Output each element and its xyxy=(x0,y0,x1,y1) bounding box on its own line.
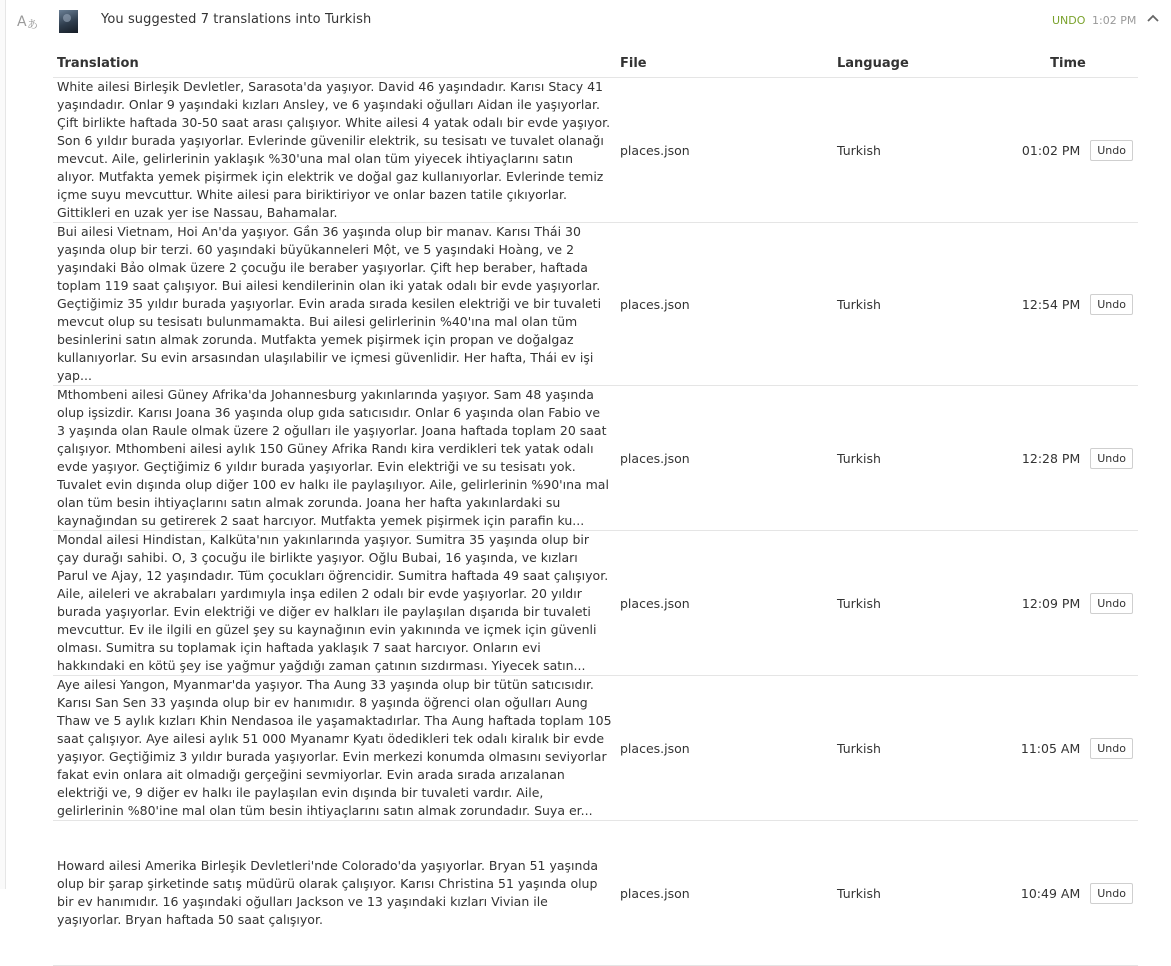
row-time: 01:02 PM xyxy=(1021,142,1081,158)
table-row xyxy=(53,676,1138,821)
language-name: Turkish xyxy=(833,821,998,966)
column-header-time: Time xyxy=(998,50,1138,78)
file-name: places.json xyxy=(616,223,833,386)
time-cell xyxy=(998,78,1138,223)
time-cell xyxy=(998,821,1138,966)
row-time: 12:09 PM xyxy=(1021,595,1081,611)
translation-text: Bui ailesi Vietnam, Hoi An'da yaşıyor. Gần 36 yaşında olup bir manav. Karısı Thái 30 yaşında olup bir terzi. 60 yaşındaki büyükanneleri Một, ve 5 yaşındaki Hoàng, ve 2 yaşındaki Bảo olmak üzere 2 çocuğu ile beraber yaşıyorlar. Çift hep beraber, haftada toplam 119 saat çalışıyor. Bui ailesi kendilerinin olan iki yatak odalı bir evde yaşıyorlar. Geçtiğimiz 35 yıldır burada yaşıyorlar. Evin arada sırada kesilen elektriği ve bir tuvaleti mevcut olup su tesisatı bulunmamakta. Bui ailesi gelirlerinin %40'ına mal olan tüm besinlerini satın almak zorunda. Mutfakta yemek pişirmek için propan ve doğalgaz kullanıyorlar. Su evin arsasından ulaşılabilir ve içmesi güvenlidir. Her hafta, Thái ev işi yap... xyxy=(53,223,616,386)
file-name: places.json xyxy=(616,78,833,223)
table-row xyxy=(53,78,1138,223)
svg-text:A: A xyxy=(17,14,27,30)
chevron-up-icon[interactable] xyxy=(1145,11,1161,27)
time-cell xyxy=(998,223,1138,386)
file-name: places.json xyxy=(616,531,833,676)
column-header-translation: Translation xyxy=(53,50,616,78)
time-cell xyxy=(998,676,1138,821)
user-avatar[interactable] xyxy=(59,10,78,33)
file-name: places.json xyxy=(616,386,833,531)
undo-button[interactable]: Undo xyxy=(1090,883,1133,904)
row-time: 11:05 AM xyxy=(1020,740,1081,756)
language-name: Turkish xyxy=(833,531,998,676)
table-row xyxy=(53,821,1138,966)
time-cell xyxy=(998,531,1138,676)
undo-all-link[interactable]: UNDO xyxy=(1052,14,1086,27)
language-name: Turkish xyxy=(833,223,998,386)
time-cell xyxy=(998,386,1138,531)
row-time: 10:49 AM xyxy=(1020,885,1081,901)
translation-text: Howard ailesi Amerika Birleşik Devletleri'nde Colorado'da yaşıyorlar. Bryan 51 yaşında olup bir şarap şirketinde satış müdürü olarak çalışıyor. Karısı Christina 51 yaşında olup bir ev hanımıdır. 16 yaşındaki oğulları Jackson ve 13 yaşındaki kızları Vivian ile yaşıyorlar. Bryan haftada 50 saat çalışıyor. xyxy=(53,821,616,966)
language-name: Turkish xyxy=(833,676,998,821)
activity-title: You suggested 7 translations into Turkish xyxy=(101,12,372,27)
translation-text: Mondal ailesi Hindistan, Kalküta'nın yakınlarında yaşıyor. Sumitra 35 yaşında olup bir çay durağı sahibi. O, 3 çocuğu ile birlikte yaşıyor. Oğlu Bubai, 16 yaşında, ve kızları Parul ve Ajay, 12 yaşındadır. Tüm çocukları öğrencidir. Sumitra haftada 49 saat çalışıyor. Aile, aileleri ve akrabaları yardımıyla inşa edilen 2 odalı bir evde yaşıyorlar. 20 yıldır burada yaşıyorlar. Evin elektriği ve diğer ev halkları ile paylaşılan dışarıda bir tuvaleti mevcuttur. Ev ile ilgili en güzel şey su kaynağının evin yakınında ve içmek için güvenli olması. Sumitra su toplamak için haftada yaklaşık 7 saat harcıyor. Onların evi hakkındaki en kötü şey ise yağmur yağdığı zaman çatının sızdırması. Yiyecek satın... xyxy=(53,531,616,676)
activity-time: 1:02 PM xyxy=(1092,14,1137,27)
svg-text:あ: あ xyxy=(27,18,38,31)
table-row xyxy=(53,531,1138,676)
translation-text: Mthombeni ailesi Güney Afrika'da Johannesburg yakınlarında yaşıyor. Sam 48 yaşında olup işsizdir. Karısı Joana 36 yaşında olup gıda satıcısıdır. Onlar 6 yaşında olan Fabio ve 3 yaşında olan Raule olmak üzere 2 oğulları ile yaşıyorlar. Joana haftada toplam 20 saat çalışıyor. Mthombeni ailesi aylık 150 Güney Afrika Randı kira verdikleri tek yatak odalı evde yaşıyor. Geçtiğimiz 6 yıldır burada yaşıyorlar. Evin elektriği ve su tesisatı yok. Tuvalet evin dışında olup diğer 100 ev halkı ile paylaşılıyor. Aile, gelirlerinin %90'ına mal olan tüm besin ihtiyaçlarını satın almak zorunda. Joana her hafta yakınlardaki su kaynağından su getirerek 2 saat harcıyor. Mutfakta yemek pişirmek için parafin ku... xyxy=(53,386,616,531)
language-name: Turkish xyxy=(833,78,998,223)
undo-button[interactable]: Undo xyxy=(1090,738,1133,759)
row-time: 12:28 PM xyxy=(1021,450,1081,466)
table-row xyxy=(53,223,1138,386)
undo-button[interactable]: Undo xyxy=(1090,140,1133,161)
row-time: 12:54 PM xyxy=(1021,296,1081,312)
translation-text: Aye ailesi Yangon, Myanmar'da yaşıyor. Tha Aung 33 yaşında olup bir tütün satıcısıdır. Karısı San Sen 33 yaşında olup bir ev hanımıdır. 8 yaşında öğrenci olan oğulları Aung Thaw ve 5 aylık kızları Khin Nendasoa ile yaşamaktadırlar. Tha Aung haftada toplam 105 saat çalışıyor. Aye ailesi aylık 51 000 Myanamr Kyatı ödedikleri tek odalı kiralık bir evde yaşıyor. Geçtiğimiz 3 yıldır burada yaşıyorlar. Evin merkezi konumda olmasını seviyorlar fakat evin onlara ait olmadığı gerçeğini sevmiyorlar. Evin arada sırada arızalanan elektriği ve, 9 diğer ev halkı ile paylaşılan evin dışında bir tuvaleti vardır. Aile, gelirlerinin %80'ine mal olan tüm besin ihtiyaçlarını satın almak zorundadır. Suya er... xyxy=(53,676,616,821)
undo-button[interactable]: Undo xyxy=(1090,294,1133,315)
column-header-language: Language xyxy=(833,50,998,78)
translate-icon xyxy=(17,11,39,31)
column-header-file: File xyxy=(616,50,833,78)
translations-table xyxy=(53,50,1138,966)
file-name: places.json xyxy=(616,676,833,821)
translation-text: White ailesi Birleşik Devletler, Sarasota'da yaşıyor. David 46 yaşındadır. Karısı Stacy 41 yaşındadır. Onlar 9 yaşındaki kızları Ansley, ve 6 yaşındaki oğulları Aidan ile yaşıyorlar. Çift birlikte haftada 30-50 saat arası çalışıyor. White ailesi 4 yatak odalı bir evde yaşıyor. Son 6 yıldır burada yaşıyorlar. Evlerinde güvenilir elektrik, su tesisatı ve tuvalet olanağı mevcut. Aile, gelirlerinin yaklaşık %30'una mal olan tüm yiyecek ihtiyaçlarını satın alıyor. Mutfakta yemek pişirmek için elektrik ve doğal gaz kullanıyorlar. Evlerinde temiz içme suyu mevcuttur. White ailesi para biriktiriyor ve onlar bazen tatile çıkıyorlar. Gittikleri en uzak yer ise Nassau, Bahamalar. xyxy=(53,78,616,223)
left-rail xyxy=(0,0,6,889)
table-header-row xyxy=(53,50,1138,78)
language-name: Turkish xyxy=(833,386,998,531)
file-name: places.json xyxy=(616,821,833,966)
undo-button[interactable]: Undo xyxy=(1090,593,1133,614)
table-row xyxy=(53,386,1138,531)
undo-button[interactable]: Undo xyxy=(1090,448,1133,469)
